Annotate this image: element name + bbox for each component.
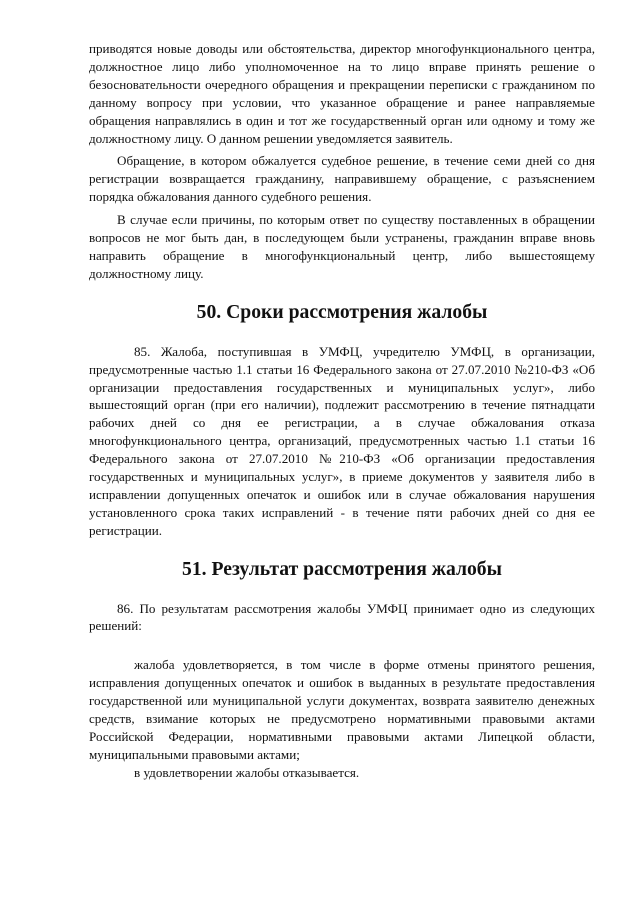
paragraph-86: 86. По результатам рассмотрения жалобы УМФЦ принимает одно из следующих решений: <box>89 600 595 634</box>
spacer <box>89 635 595 656</box>
document-body <box>89 40 595 782</box>
paragraph-continuation: приводятся новые доводы или обстоятельства, директор многофункционального центра, должностное лицо либо уполномоченное на то лицо вправе принять решение о безосновательности очередного обращения и прекращении переписки с гражданином по данному вопросу при условии, что указанное обращение и ранее направляемые обращения направлялись в один и тот же государственный орган или одному и тому же должностному лицу. О данном решении уведомляется заявитель. <box>89 41 595 146</box>
spacer <box>89 322 595 343</box>
paragraph-reasons-removed: В случае если причины, по которым ответ по существу поставленных в обращении вопросов не мог быть дан, в последующем были устранены, гражданин вправе вновь направить обращение в многофункциональный центр, либо вышестоящему должностному лицу. <box>89 212 595 281</box>
paragraph-court-decision: Обращение, в котором обжалуется судебное решение, в течение семи дней со дня регистрации возвращается гражданину, направившему обращение, с разъяснением порядка обжалования данного судебного решения. <box>89 153 595 205</box>
section-heading-50: 50. Сроки рассмотрения жалобы <box>196 300 488 323</box>
decision-item-satisfied: жалоба удовлетворяется, в том числе в форме отмены принятого решения, исправления допущенных опечаток и ошибок в выданных в результате предоставления государственной или муниципальной услуги документах, возврата заявителю денежных средств, взимание которых не предусмотрено нормативными правовыми актами Российской Федерации, нормативными правовыми актами Липецкой области, муниципальными правовыми актами; <box>89 657 595 762</box>
spacer <box>89 579 595 600</box>
decision-item-refused: в удовлетворении жалобы отказывается. <box>134 764 360 780</box>
section-heading-51: 51. Результат рассмотрения жалобы <box>182 557 502 580</box>
paragraph-85: 85. Жалоба, поступившая в УМФЦ, учредителю УМФЦ, в организации, предусмотренные частью 1.1 статьи 16 Федерального закона от 27.07.2010 №210-ФЗ «Об организации предоставления государственных и муниципальных услуг», либо вышестоящий орган (при его наличии), подлежит рассмотрению в течение пятнадцати рабочих дней со дня ее регистрации, а в случае обжалования отказа многофункционального центра, организаций, предусмотренных частью 1.1 статьи 16 Федерального закона от 27.07.2010 №210-ФЗ «Об организации предоставления государственных и муниципальных услуг», в приеме документов у заявителя либо в исправлении допущенных опечаток и ошибок или в случае обжалования нарушения установленного срока таких исправлений - в течение пяти рабочих дней со дня ее регистрации. <box>89 343 595 538</box>
